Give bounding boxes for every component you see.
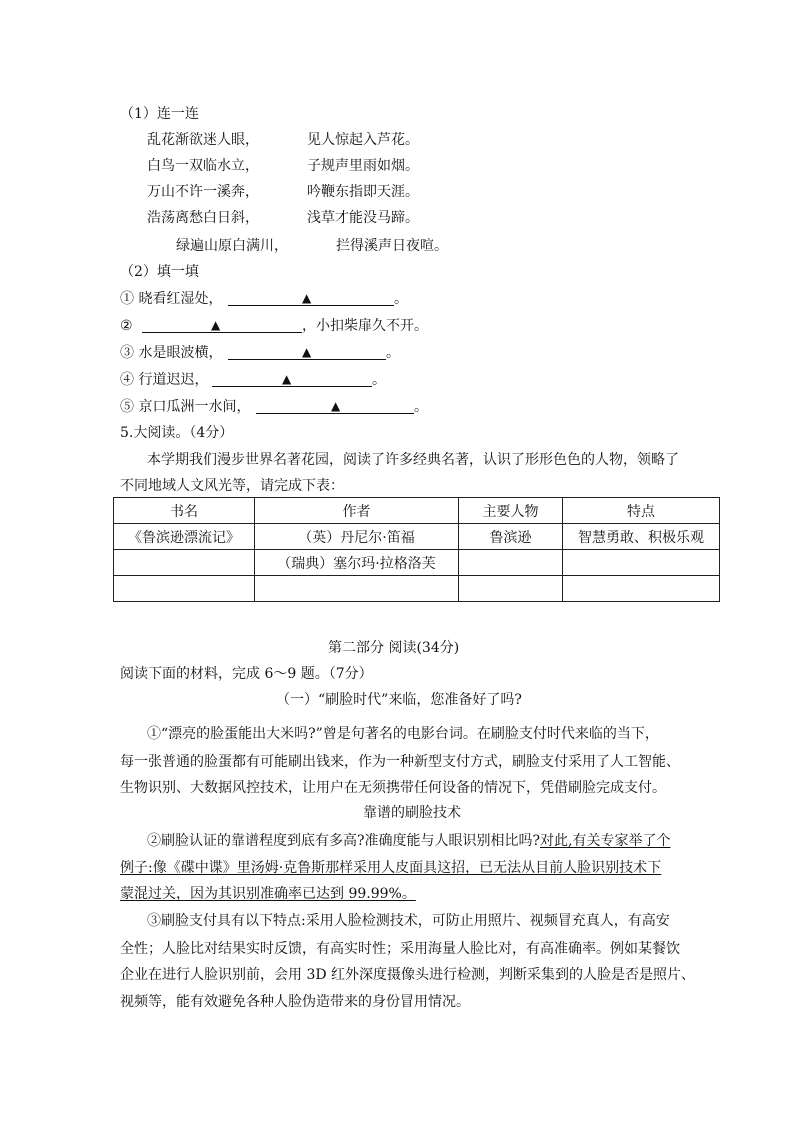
fill-heading: （2）填一填 bbox=[120, 264, 199, 280]
q5-intro-line1: 本学期我们漫步世界名著花园，阅读了许多经典名著，认识了形形色色的人物，领略了 bbox=[147, 452, 679, 468]
fill-after: 。 bbox=[394, 291, 408, 307]
fill-after: ，小扣柴扉久不开。 bbox=[302, 318, 428, 334]
paragraph-3-line4: 视频等，能有效避免各种人脸伪造带来的身份冒用情况。 bbox=[120, 994, 470, 1010]
table-header-row bbox=[114, 498, 720, 524]
table-cell: 《鲁滨逊漂流记》 bbox=[114, 524, 255, 550]
paragraph-3-line2: 全性；人脸比对结果实时反馈，有高实时性；采用海量人脸比对，有高准确率。例如某餐饮 bbox=[120, 941, 680, 957]
fill-item-3 bbox=[120, 346, 222, 360]
table-cell[interactable] bbox=[563, 550, 720, 576]
connect-left-1: 乱花渐欲迷人眼， bbox=[147, 132, 259, 148]
connect-right-3: 吟鞭东指即天涯。 bbox=[307, 184, 419, 200]
table-cell[interactable] bbox=[563, 576, 720, 602]
fill-before: 行道迟迟， bbox=[138, 372, 209, 388]
fill-before: 京口瓜洲一水间， bbox=[138, 399, 251, 415]
paragraph-2-line1 bbox=[147, 834, 670, 848]
table-cell[interactable] bbox=[459, 576, 563, 602]
instruction: 阅读下面的材料，完成 6～9 题。（7分） bbox=[120, 666, 373, 682]
table-cell: （瑞典）塞尔玛·拉格洛芙 bbox=[255, 550, 459, 576]
table-header: 作者 bbox=[255, 498, 459, 524]
paragraph-1-line2: 每一张普通的脸蛋都有可能刷出钱来，作为一种新型支付方式，刷脸支付采用了人工智能、 bbox=[120, 754, 680, 770]
fill-after: 。 bbox=[372, 372, 386, 388]
paragraph-2-line2: 例子:像《碟中谍》里汤姆·克鲁斯那样采用人皮面具这招，已无法从目前人脸识别技术下 bbox=[120, 860, 662, 876]
connect-left-3: 万山不许一溪奔， bbox=[147, 184, 259, 200]
connect-right-1: 见人惊起入芦花。 bbox=[307, 132, 419, 148]
fill-num: ④ bbox=[120, 372, 134, 388]
paragraph-3-line3: 企业在进行人脸识别前，会用 3D 红外深度摄像头进行检测，判断采集到的人脸是否是照片、 bbox=[120, 967, 696, 983]
p2-underlined: 对此,有关专家举了个 bbox=[540, 833, 671, 849]
blank-marker: ▲ bbox=[282, 372, 292, 386]
connect-left-5: 绿遍山原白满川， bbox=[176, 238, 288, 254]
paragraph-3-line1: ③刷脸支付具有以下特点:采用人脸检测技术，可防止用照片、视频冒充真人，有高安 bbox=[147, 913, 670, 929]
fill-blank-4[interactable] bbox=[212, 372, 372, 387]
table-row bbox=[114, 550, 720, 576]
table-cell: 智慧勇敢、积极乐观 bbox=[563, 524, 720, 550]
paragraph-1-line1: ①“漂亮的脸蛋能出大米吗?”曾是句著名的电影台词。在刷脸支付时代来临的当下， bbox=[147, 726, 659, 742]
connect-right-2: 子规声里雨如烟。 bbox=[307, 158, 419, 174]
fill-num: ② bbox=[120, 318, 133, 334]
fill-before: 晓看红湿处， bbox=[138, 291, 223, 307]
paragraph-2-line3: 蒙混过关，因为其识别准确率已达到 99.99%。 bbox=[120, 886, 416, 902]
fill-item-4 bbox=[120, 373, 208, 387]
table-cell[interactable] bbox=[255, 576, 459, 602]
connect-right-5: 拦得溪声日夜喧。 bbox=[336, 238, 448, 254]
blank-marker: ▲ bbox=[331, 399, 341, 413]
table-cell: （英）丹尼尔·笛福 bbox=[255, 524, 459, 550]
fill-before: 水是眼波横， bbox=[138, 345, 223, 361]
table-row bbox=[114, 524, 720, 550]
blank-marker: ▲ bbox=[302, 345, 312, 359]
connect-right-4: 浅草才能没马蹄。 bbox=[307, 210, 419, 226]
table-cell: 鲁滨逊 bbox=[459, 524, 563, 550]
connect-heading: （1）连一连 bbox=[120, 106, 199, 122]
section-title: 第二部分 阅读(34分) bbox=[328, 640, 460, 656]
subtitle: 靠谱的刷脸技术 bbox=[363, 805, 461, 821]
p2-plain: ②刷脸认证的靠谱程度到底有多高?准确度能与人眼识别相比吗? bbox=[147, 833, 541, 849]
fill-num: ③ bbox=[120, 345, 134, 361]
fill-num: ① bbox=[120, 291, 134, 307]
q5-intro-line2: 不同地域人文风光等，请完成下表： bbox=[120, 478, 344, 494]
fill-item-1 bbox=[120, 292, 222, 306]
fill-blank-2[interactable] bbox=[142, 318, 302, 333]
table-header: 主要人物 bbox=[459, 498, 563, 524]
table-header: 书名 bbox=[114, 498, 255, 524]
fill-item-5 bbox=[120, 400, 250, 414]
blank-marker: ▲ bbox=[211, 318, 221, 332]
fill-num: ⑤ bbox=[120, 399, 134, 415]
table-cell[interactable] bbox=[459, 550, 563, 576]
table-cell[interactable] bbox=[114, 550, 255, 576]
fill-item-2 bbox=[120, 319, 133, 333]
table-row bbox=[114, 576, 720, 602]
blank-marker: ▲ bbox=[302, 291, 312, 305]
book-table bbox=[113, 497, 720, 602]
paragraph-1-line3: 生物识别、大数据风控技术，让用户在无须携带任何设备的情况下，凭借刷脸完成支付。 bbox=[120, 780, 666, 796]
fill-after: 。 bbox=[414, 399, 428, 415]
article-title: （一）“刷脸时代”来临，您准备好了吗? bbox=[276, 692, 522, 708]
fill-after: 。 bbox=[386, 345, 400, 361]
table-header: 特点 bbox=[563, 498, 720, 524]
q5-heading: 5.大阅读。（4分） bbox=[120, 425, 234, 441]
connect-left-2: 白鸟一双临水立， bbox=[147, 158, 259, 174]
connect-left-4: 浩荡离愁白日斜， bbox=[147, 210, 259, 226]
table-cell[interactable] bbox=[114, 576, 255, 602]
